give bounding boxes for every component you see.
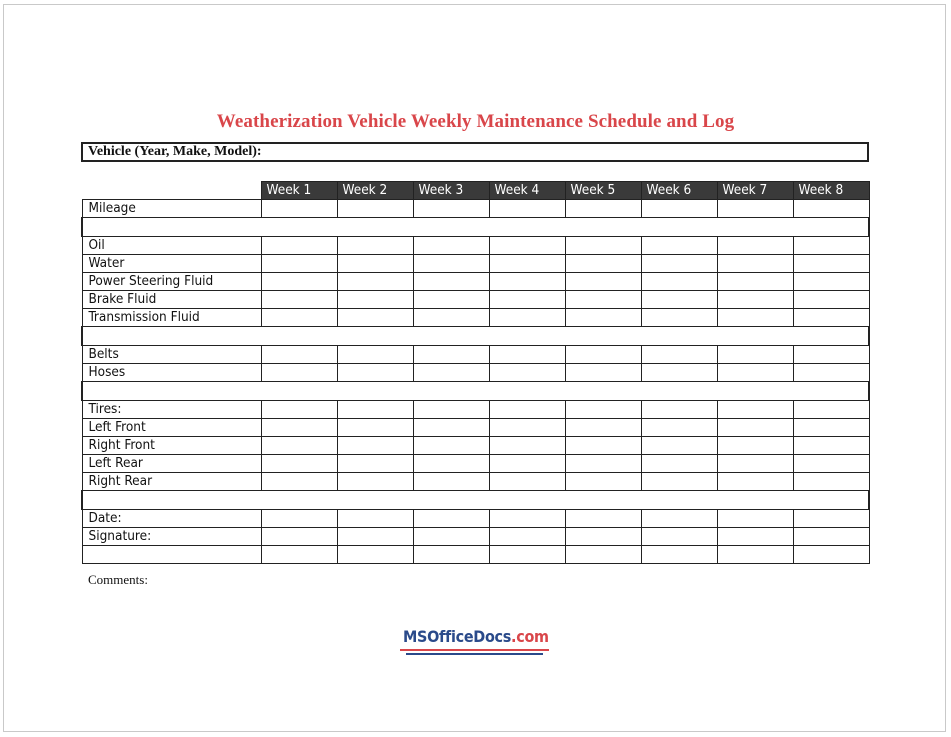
entry-cell[interactable]: [261, 309, 337, 327]
logo-underline-red: [400, 649, 549, 651]
entry-cell[interactable]: [793, 437, 869, 455]
entry-cell[interactable]: [641, 401, 717, 419]
separator-cell: [82, 218, 869, 237]
entry-cell[interactable]: [413, 291, 489, 309]
entry-cell[interactable]: [717, 273, 793, 291]
entry-cell[interactable]: [337, 455, 413, 473]
entry-cell[interactable]: [489, 473, 565, 491]
entry-cell[interactable]: [717, 346, 793, 364]
row-label-date: Date:: [82, 510, 261, 528]
entry-cell[interactable]: [413, 237, 489, 255]
table-row: [82, 346, 869, 364]
entry-cell[interactable]: [793, 546, 869, 564]
row-label-belts: Belts: [82, 346, 261, 364]
entry-cell[interactable]: [413, 309, 489, 327]
row-label-hoses: Hoses: [82, 364, 261, 382]
entry-cell[interactable]: [641, 510, 717, 528]
entry-cell[interactable]: [489, 546, 565, 564]
entry-cell[interactable]: [565, 364, 641, 382]
week-7-header: Week 7: [717, 182, 793, 200]
entry-cell[interactable]: [793, 473, 869, 491]
entry-cell[interactable]: [793, 200, 869, 218]
entry-cell[interactable]: [337, 401, 413, 419]
week-2-header: Week 2: [337, 182, 413, 200]
entry-cell[interactable]: [717, 309, 793, 327]
entry-cell[interactable]: [717, 528, 793, 546]
entry-cell[interactable]: [717, 510, 793, 528]
table-row: [82, 309, 869, 327]
entry-cell[interactable]: [413, 364, 489, 382]
entry-cell[interactable]: [261, 237, 337, 255]
entry-cell[interactable]: [793, 291, 869, 309]
row-label-left-rear: Left Rear: [82, 455, 261, 473]
header-blank: [82, 182, 261, 200]
week-5-header: Week 5: [565, 182, 641, 200]
entry-cell[interactable]: [565, 437, 641, 455]
entry-cell[interactable]: [641, 455, 717, 473]
entry-cell[interactable]: [337, 528, 413, 546]
table-row: [82, 291, 869, 309]
row-label-right-rear: Right Rear: [82, 473, 261, 491]
row-label-power-steering: Power Steering Fluid: [82, 273, 261, 291]
week-6-header: Week 6: [641, 182, 717, 200]
separator-cell: [82, 491, 869, 510]
entry-cell[interactable]: [793, 237, 869, 255]
entry-cell[interactable]: [793, 401, 869, 419]
entry-cell[interactable]: [793, 528, 869, 546]
vehicle-field[interactable]: [81, 142, 869, 162]
table-row: [82, 419, 869, 437]
entry-cell[interactable]: [337, 255, 413, 273]
entry-cell[interactable]: [793, 455, 869, 473]
entry-cell[interactable]: [489, 255, 565, 273]
entry-cell[interactable]: [413, 510, 489, 528]
entry-cell[interactable]: [565, 346, 641, 364]
entry-cell[interactable]: [565, 546, 641, 564]
entry-cell[interactable]: [717, 546, 793, 564]
entry-cell[interactable]: [261, 473, 337, 491]
table-row: [82, 255, 869, 273]
page-title: Weatherization Vehicle Weekly Maintenance Schedule and Log: [216, 111, 735, 132]
row-label-oil: Oil: [82, 237, 261, 255]
entry-cell[interactable]: [489, 309, 565, 327]
entry-cell[interactable]: [641, 364, 717, 382]
entry-cell[interactable]: [489, 419, 565, 437]
entry-cell[interactable]: [337, 273, 413, 291]
entry-cell[interactable]: [337, 291, 413, 309]
entry-cell[interactable]: [565, 455, 641, 473]
entry-cell[interactable]: [261, 401, 337, 419]
entry-cell[interactable]: [717, 401, 793, 419]
separator-row: [82, 491, 869, 510]
msofficedocs-logo: [400, 626, 549, 656]
entry-cell[interactable]: [793, 364, 869, 382]
entry-cell[interactable]: [641, 237, 717, 255]
entry-cell[interactable]: [413, 419, 489, 437]
entry-cell[interactable]: [337, 364, 413, 382]
entry-cell[interactable]: [261, 364, 337, 382]
entry-cell[interactable]: [489, 455, 565, 473]
separator-row: [82, 218, 869, 237]
table-row: [82, 455, 869, 473]
entry-cell[interactable]: [337, 510, 413, 528]
row-label-right-front: Right Front: [82, 437, 261, 455]
table-row: [82, 473, 869, 491]
table-row: [82, 437, 869, 455]
row-label-empty: [82, 546, 261, 564]
entry-cell[interactable]: [641, 473, 717, 491]
entry-cell[interactable]: [717, 419, 793, 437]
entry-cell[interactable]: [337, 546, 413, 564]
logo-brand-end: .com: [511, 627, 549, 646]
entry-cell[interactable]: [337, 200, 413, 218]
entry-cell[interactable]: [565, 401, 641, 419]
entry-cell[interactable]: [337, 237, 413, 255]
entry-cell[interactable]: [641, 309, 717, 327]
entry-cell[interactable]: [717, 237, 793, 255]
entry-cell[interactable]: [413, 455, 489, 473]
maintenance-log-table: [81, 181, 870, 564]
entry-cell[interactable]: [413, 546, 489, 564]
entry-cell[interactable]: [793, 346, 869, 364]
entry-cell[interactable]: [261, 200, 337, 218]
entry-cell[interactable]: [489, 237, 565, 255]
entry-cell[interactable]: [489, 291, 565, 309]
entry-cell[interactable]: [641, 346, 717, 364]
entry-cell[interactable]: [413, 346, 489, 364]
entry-cell[interactable]: [641, 291, 717, 309]
table-row: [82, 364, 869, 382]
entry-cell[interactable]: [261, 455, 337, 473]
entry-cell[interactable]: [565, 473, 641, 491]
entry-cell[interactable]: [565, 419, 641, 437]
entry-cell[interactable]: [261, 419, 337, 437]
table-row: [82, 237, 869, 255]
row-label-brake-fluid: Brake Fluid: [82, 291, 261, 309]
entry-cell[interactable]: [641, 419, 717, 437]
entry-cell[interactable]: [413, 200, 489, 218]
separator-cell: [82, 327, 869, 346]
week-8-header: Week 8: [793, 182, 869, 200]
logo-brand-start: MS: [403, 627, 428, 646]
comments-label: Comments:: [88, 572, 148, 587]
row-label-left-front: Left Front: [82, 419, 261, 437]
entry-cell[interactable]: [337, 473, 413, 491]
entry-cell[interactable]: [565, 309, 641, 327]
entry-cell[interactable]: [261, 346, 337, 364]
week-3-header: Week 3: [413, 182, 489, 200]
entry-cell[interactable]: [565, 273, 641, 291]
table-row: [82, 510, 869, 528]
entry-cell[interactable]: [565, 528, 641, 546]
entry-cell[interactable]: [641, 255, 717, 273]
entry-cell[interactable]: [565, 237, 641, 255]
table-row: [82, 273, 869, 291]
row-label-water: Water: [82, 255, 261, 273]
entry-cell[interactable]: [641, 200, 717, 218]
logo-brand-mid: OfficeDocs: [427, 627, 512, 646]
entry-cell[interactable]: [489, 273, 565, 291]
entry-cell[interactable]: [565, 510, 641, 528]
entry-cell[interactable]: [717, 473, 793, 491]
entry-cell[interactable]: [565, 200, 641, 218]
entry-cell[interactable]: [793, 419, 869, 437]
entry-cell[interactable]: [261, 437, 337, 455]
entry-cell[interactable]: [489, 200, 565, 218]
entry-cell[interactable]: [489, 437, 565, 455]
table-row: [82, 546, 869, 564]
entry-cell[interactable]: [717, 291, 793, 309]
separator-row: [82, 382, 869, 401]
entry-cell[interactable]: [261, 291, 337, 309]
entry-cell[interactable]: [717, 255, 793, 273]
entry-cell[interactable]: [641, 528, 717, 546]
entry-cell[interactable]: [641, 437, 717, 455]
entry-cell[interactable]: [413, 528, 489, 546]
entry-cell[interactable]: [489, 401, 565, 419]
week-1-header: Week 1: [261, 182, 337, 200]
entry-cell[interactable]: [261, 528, 337, 546]
entry-cell[interactable]: [261, 273, 337, 291]
entry-cell[interactable]: [717, 200, 793, 218]
table-row: [82, 200, 869, 218]
row-label-tires: Tires:: [82, 401, 261, 419]
row-label-signature: Signature:: [82, 528, 261, 546]
separator-row: [82, 327, 869, 346]
entry-cell[interactable]: [641, 546, 717, 564]
entry-cell[interactable]: [413, 473, 489, 491]
entry-cell[interactable]: [717, 364, 793, 382]
entry-cell[interactable]: [565, 291, 641, 309]
entry-cell[interactable]: [261, 546, 337, 564]
entry-cell[interactable]: [413, 273, 489, 291]
entry-cell[interactable]: [489, 528, 565, 546]
week-4-header: Week 4: [489, 182, 565, 200]
entry-cell[interactable]: [261, 255, 337, 273]
logo-text: [403, 627, 549, 646]
entry-cell[interactable]: [793, 309, 869, 327]
entry-cell[interactable]: [489, 510, 565, 528]
entry-cell[interactable]: [413, 255, 489, 273]
row-label-transmission: Transmission Fluid: [82, 309, 261, 327]
entry-cell[interactable]: [793, 255, 869, 273]
separator-cell: [82, 382, 869, 401]
entry-cell[interactable]: [261, 510, 337, 528]
table-row: [82, 401, 869, 419]
entry-cell[interactable]: [337, 346, 413, 364]
entry-cell[interactable]: [793, 510, 869, 528]
entry-cell[interactable]: [337, 437, 413, 455]
entry-cell[interactable]: [565, 255, 641, 273]
entry-cell[interactable]: [489, 346, 565, 364]
entry-cell[interactable]: [717, 455, 793, 473]
table-row: [82, 528, 869, 546]
entry-cell[interactable]: [337, 419, 413, 437]
vehicle-label: Vehicle (Year, Make, Model):: [88, 144, 262, 159]
header-row: [82, 182, 869, 200]
entry-cell[interactable]: [793, 273, 869, 291]
entry-cell[interactable]: [641, 273, 717, 291]
logo-underline-blue: [406, 653, 543, 655]
row-label-mileage: Mileage: [82, 200, 261, 218]
entry-cell[interactable]: [337, 309, 413, 327]
entry-cell[interactable]: [489, 364, 565, 382]
entry-cell[interactable]: [413, 401, 489, 419]
entry-cell[interactable]: [413, 437, 489, 455]
entry-cell[interactable]: [717, 437, 793, 455]
